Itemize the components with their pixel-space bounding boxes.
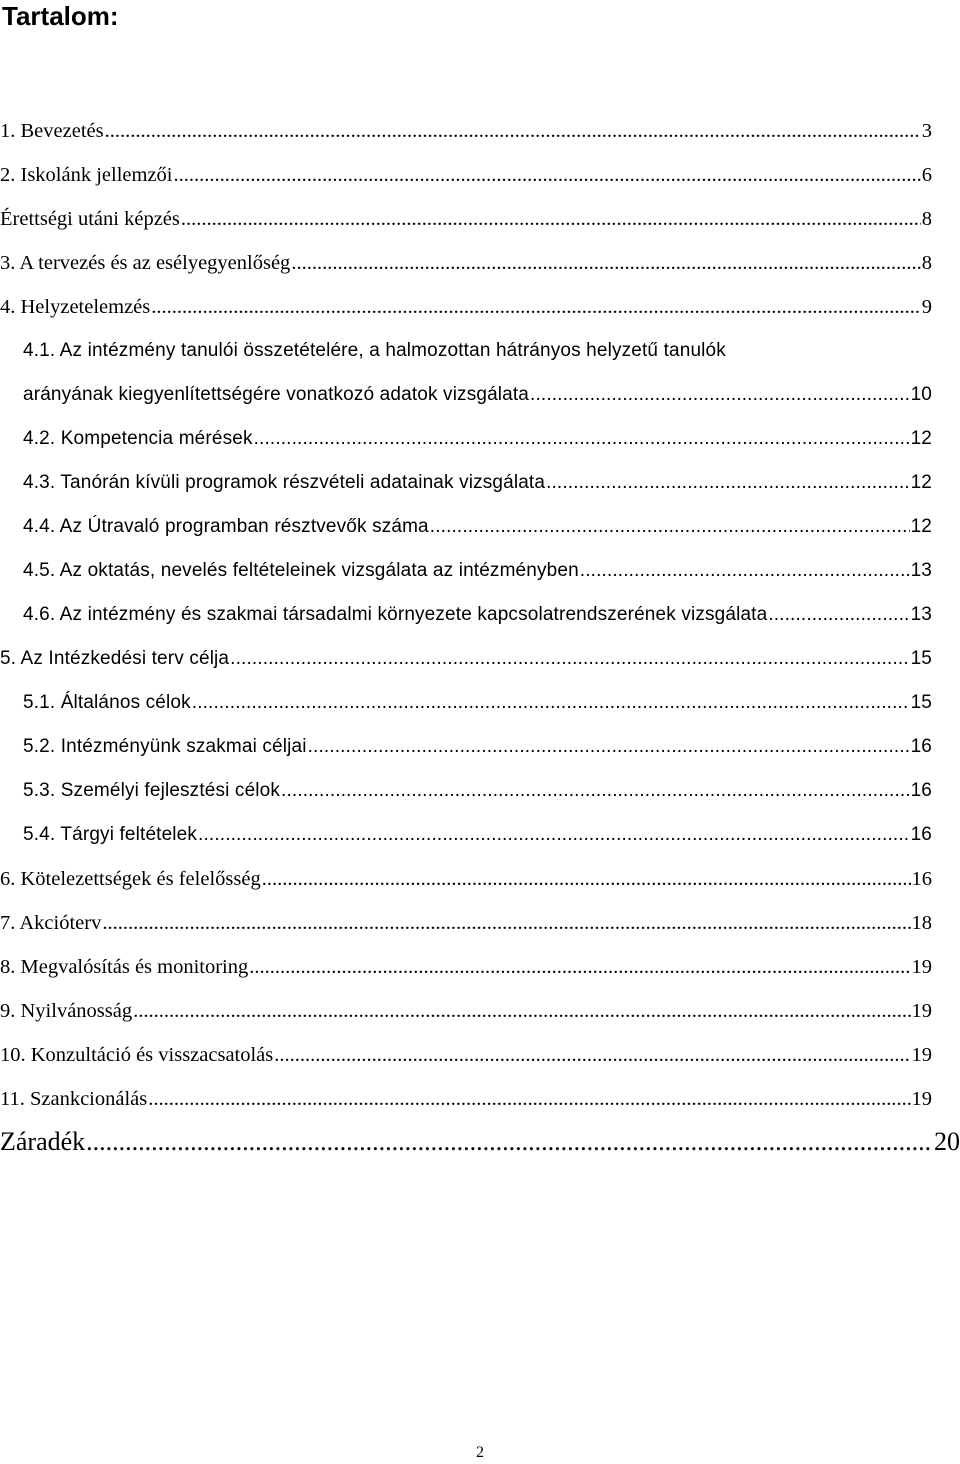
toc-entry-4-5[interactable] [23, 556, 932, 586]
toc-entry-5-1[interactable] [23, 688, 932, 718]
toc-entry-label: 4.6. Az intézmény és szakmai társadalmi környezete kapcsolatrendszerének vizsgálata [23, 604, 768, 625]
toc-entry-page: 12 [910, 472, 932, 493]
dot-leader [281, 776, 910, 806]
toc-entry-4-2[interactable] [23, 424, 932, 454]
toc-entry-label: 11. Szankcionálás [0, 1088, 148, 1110]
toc-entry-page: 12 [910, 428, 932, 449]
dot-leader [546, 468, 909, 498]
toc-entry-label: 7. Akcióterv [0, 912, 102, 934]
dot-leader [181, 204, 921, 234]
toc-entry-erettsegi-utani-kepzes[interactable] [0, 204, 932, 234]
toc-heading: Tartalom: [2, 1, 119, 31]
dot-leader [133, 996, 910, 1026]
toc-entry-label: 5.1. Általános célok [23, 692, 191, 713]
toc-entry-label: 4.2. Kompetencia mérések [23, 428, 253, 449]
toc-entry-page: 16 [910, 780, 932, 801]
toc-entry-page: 19 [911, 956, 932, 978]
toc-entry-page: 16 [910, 824, 932, 845]
toc-entry-label: 4.5. Az oktatás, nevelés feltételeinek vizsgálata az intézményben [23, 560, 579, 581]
toc-entry-label: 3. A tervezés és az esélyegyenlőség [0, 252, 291, 274]
toc-entry-page: 16 [911, 868, 932, 890]
toc-entry-5-4[interactable] [23, 820, 932, 850]
toc-entry-label: Záradék [0, 1127, 86, 1156]
toc-entry-page: 12 [910, 516, 932, 537]
toc-entry-page: 13 [910, 604, 932, 625]
dot-leader [151, 292, 920, 322]
dot-leader [102, 908, 910, 938]
toc-entry-label: 4.4. Az Útravaló programban résztvevők száma [23, 516, 429, 537]
toc-entry-label: 1. Bevezetés [0, 120, 104, 142]
toc-entry-8[interactable] [0, 952, 932, 982]
toc-entry-label: Érettségi utáni képzés [0, 208, 180, 230]
toc-entry-4-1[interactable] [23, 380, 932, 410]
toc-entry-page: 3 [921, 120, 932, 142]
dot-leader [249, 952, 910, 982]
toc-entry-page: 20 [934, 1127, 960, 1156]
toc-entry-10[interactable] [0, 1040, 932, 1070]
toc-entry-label: 6. Kötelezettségek és felelősség [0, 868, 261, 890]
toc-entry-page: 8 [921, 208, 932, 230]
toc-entry-4-4[interactable] [23, 512, 932, 542]
toc-entry-label: 2. Iskolánk jellemzői [0, 164, 173, 186]
toc-entry-9[interactable] [0, 996, 932, 1026]
toc-entry-page: 16 [910, 736, 932, 757]
toc-entry-bevezetes[interactable] [0, 116, 932, 146]
dot-leader [262, 864, 911, 894]
toc-entry-4-3[interactable] [23, 468, 932, 498]
toc-entry-label: arányának kiegyenlítettségére vonatkozó adatok vizsgálata [23, 384, 530, 405]
toc-entry-helyzetelemzes[interactable] [0, 292, 932, 322]
toc-entry-5-2[interactable] [23, 732, 932, 762]
page-number: 2 [476, 1444, 484, 1461]
toc-entry-5[interactable] [0, 644, 932, 674]
dot-leader [768, 600, 909, 630]
toc-entry-label: 5. Az Intézkedési terv célja [0, 648, 230, 669]
toc-entry-page: 19 [911, 1088, 932, 1110]
dot-leader [148, 1084, 910, 1114]
dot-leader [291, 248, 920, 278]
toc-entry-label: 5.3. Személyi fejlesztési célok [23, 780, 281, 801]
dot-leader [530, 380, 910, 410]
toc-entry-page: 6 [921, 164, 932, 186]
toc-entry-page: 10 [910, 384, 932, 405]
toc-entry-label: 10. Konzultáció és visszacsatolás [0, 1044, 274, 1066]
toc-entry-zaradek[interactable] [0, 1125, 960, 1159]
dot-leader [274, 1040, 910, 1070]
toc-entry-page: 19 [911, 1000, 932, 1022]
toc-entry-page: 15 [910, 692, 932, 713]
toc-entry-page: 15 [910, 648, 932, 669]
toc-entry-6[interactable] [0, 864, 932, 894]
dot-leader [254, 424, 910, 454]
dot-leader [198, 820, 910, 850]
toc-entry-page: 18 [911, 912, 932, 934]
toc-entry-5-3[interactable] [23, 776, 932, 806]
toc-entry-page: 9 [921, 296, 932, 318]
toc-entry-11[interactable] [0, 1084, 932, 1114]
toc-entry-4-1-line1[interactable]: 4.1. Az intézmény tanulói összetételére, a halmozottan hátrányos helyzetű tanulók [23, 340, 726, 361]
toc-entry-iskolank-jellemzoi[interactable] [0, 160, 932, 190]
toc-entry-label: 5.4. Tárgyi feltételek [23, 824, 198, 845]
toc-entry-label: 8. Megvalósítás és monitoring [0, 956, 249, 978]
toc-entry-7[interactable] [0, 908, 932, 938]
dot-leader [430, 512, 910, 542]
dot-leader [230, 644, 909, 674]
toc-entry-label: 5.2. Intézményünk szakmai céljai [23, 736, 307, 757]
dot-leader [308, 732, 910, 762]
toc-entry-page: 13 [910, 560, 932, 581]
toc-entry-label: 4. Helyzetelemzés [0, 296, 151, 318]
toc-entry-label: 9. Nyilvánosság [0, 1000, 133, 1022]
toc-entry-4-6[interactable] [23, 600, 932, 630]
dot-leader [105, 116, 921, 146]
toc-entry-page: 8 [921, 252, 932, 274]
toc-entry-page: 19 [911, 1044, 932, 1066]
dot-leader [192, 688, 910, 718]
dot-leader [174, 160, 921, 190]
toc-entry-tervezes-eselyegyenloseg[interactable] [0, 248, 932, 278]
dot-leader [580, 556, 910, 586]
dot-leader [86, 1125, 933, 1159]
toc-entry-label: 4.3. Tanórán kívüli programok részvételi adatainak vizsgálata [23, 472, 546, 493]
